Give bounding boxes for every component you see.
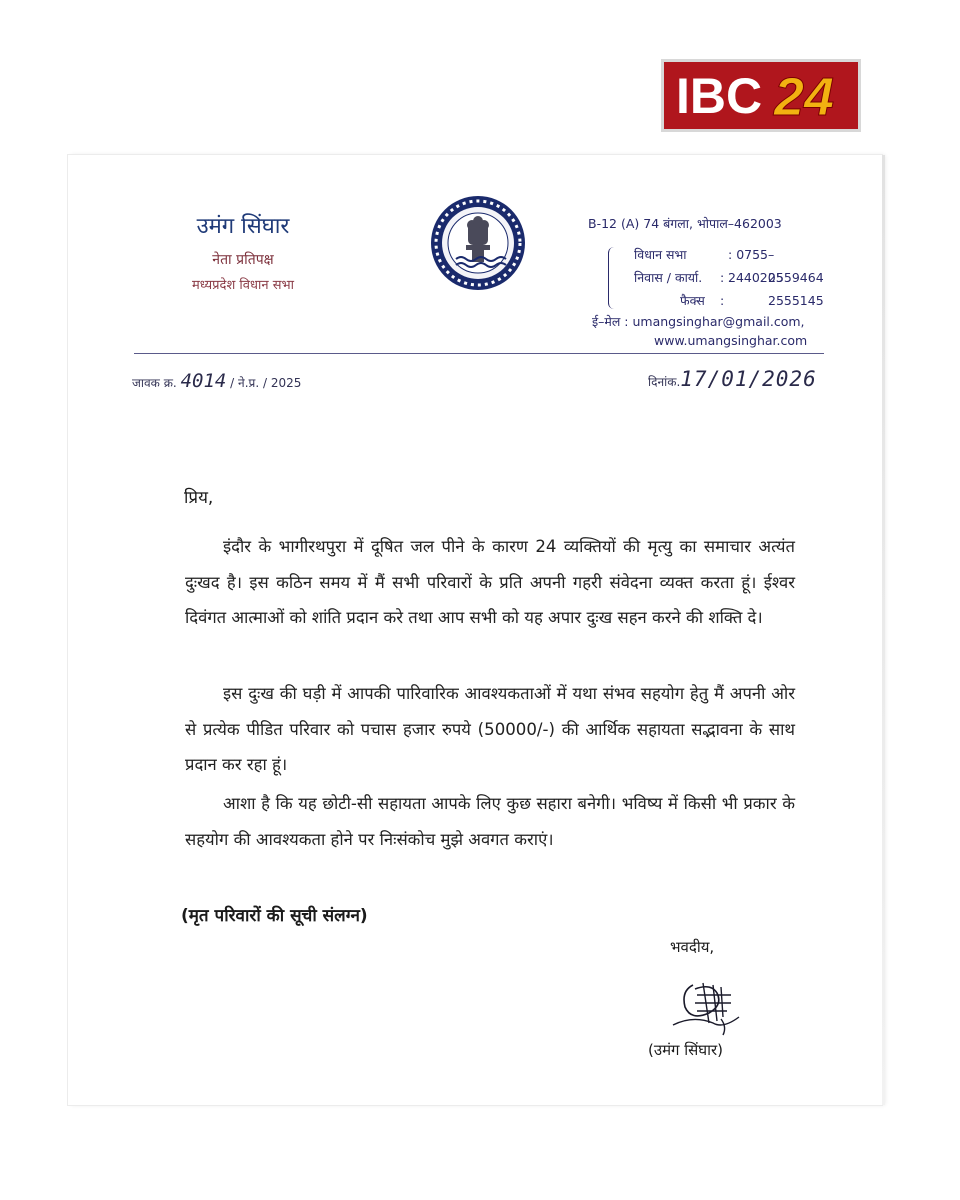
date-handwritten-value: 17/01/2026 xyxy=(680,367,817,391)
state-emblem-icon xyxy=(428,193,528,293)
salutation: प्रिय, xyxy=(184,488,214,508)
paragraph-condolence: इंदौर के भागीरथपुरा में दूषित जल पीने के कारण 24 व्यक्तियों की मृत्यु का समाचार अत्यंत दुःखद है। इस कठिन समय में मैं सभी परिवारों के प्रति अपनी गहरी संवेदना व्यक्त करता हूं। ईश्वर दिवंगत आत्माओं को शांति प्रदान करे तथा आप सभी को यह अपार दुःख सहन करने की शक्ति दे। xyxy=(185,537,795,627)
closing-word: भवदीय, xyxy=(670,938,715,956)
contact-sep: : xyxy=(720,270,725,285)
signature-icon xyxy=(663,975,753,1045)
contact-list xyxy=(608,243,828,312)
letter-date xyxy=(648,367,817,391)
contact-number: 2559464 xyxy=(768,270,824,285)
paragraph-support: आशा है कि यह छोटी-सी सहायता आपके लिए कुछ सहारा बनेगी। भविष्य में किसी भी प्रकार के सहयोग की आवश्यकता होने पर निःसंकोच मुझे अवगत कराएं। xyxy=(185,794,795,849)
ibc24-logo-icon xyxy=(666,65,856,127)
reference-number xyxy=(132,370,301,392)
contact-row xyxy=(608,289,828,312)
header-divider xyxy=(134,353,824,354)
contact-label: विधान सभा xyxy=(634,247,687,262)
sender-address: B-12 (A) 74 बंगला, भोपाल–462003 xyxy=(588,216,782,231)
reference-handwritten-number: 4014 xyxy=(180,370,227,392)
reference-suffix: / ने.प्र. / 2025 xyxy=(230,376,302,390)
channel-logo xyxy=(661,59,861,132)
paragraph-assistance: इस दुःख की घड़ी में आपकी पारिवारिक आवश्यकताओं में यथा संभव सहयोग हेतु मैं अपनी ओर से प्रत्येक पीडित परिवार को पचास हजार रुपये (50000/-) की आर्थिक सहायता सद्भावना के साथ प्रदान कर रहा हूं। xyxy=(185,684,795,774)
contact-row xyxy=(608,266,828,289)
contact-number: 0755–2440205 xyxy=(728,247,784,285)
logo-text-number: 24 xyxy=(774,66,835,127)
sender-website: www.umangsinghar.com xyxy=(654,333,808,348)
signatory-name: (उमंग सिंघार) xyxy=(648,1041,724,1059)
sender-name: उमंग सिंघार xyxy=(196,214,290,239)
enclosure-note: (मृत परिवारों की सूची संलग्न) xyxy=(181,906,368,926)
letter-sheet xyxy=(68,155,882,1105)
sender-block xyxy=(168,210,318,293)
contact-label: फैक्स xyxy=(680,293,705,308)
contact-sep: : xyxy=(720,293,725,308)
sender-designation: नेता प्रतिपक्ष xyxy=(212,252,274,268)
sender-email: ई–मेल : umangsinghar@gmail.com, xyxy=(592,314,805,329)
date-label: दिनांक. xyxy=(648,375,681,389)
contact-sep: : xyxy=(728,247,733,262)
sender-assembly: मध्यप्रदेश विधान सभा xyxy=(191,278,295,293)
sheet-edge xyxy=(882,155,885,1105)
reference-prefix: जावक क्र. xyxy=(132,376,177,390)
contact-number: 2555145 xyxy=(768,293,824,308)
logo-text-main: IBC xyxy=(676,67,763,124)
contact-label: निवास / कार्या. xyxy=(634,270,703,285)
